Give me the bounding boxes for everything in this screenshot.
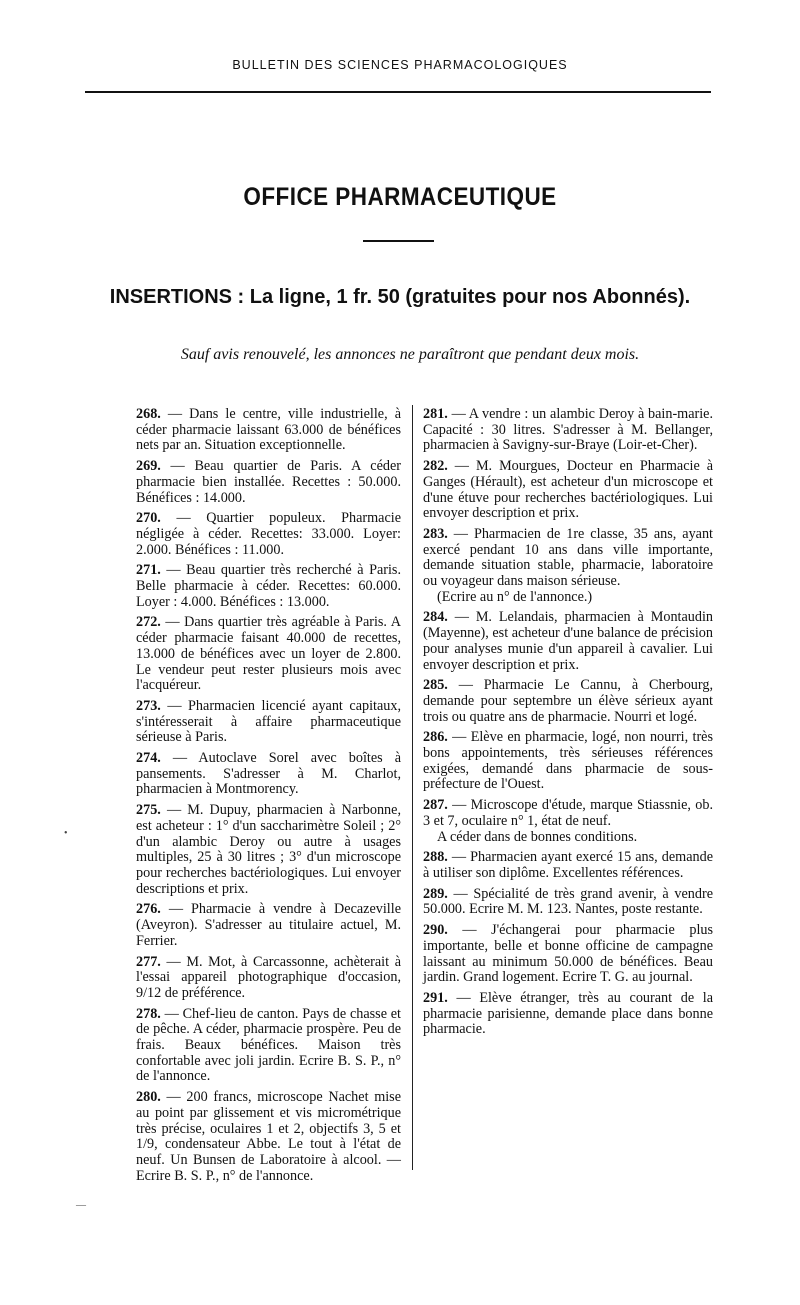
ad-entry: [423, 459, 713, 522]
ad-entry: [136, 751, 401, 798]
ad-number: 269.: [136, 458, 161, 475]
ad-number: 275.: [136, 802, 161, 819]
right-column: [423, 407, 713, 1043]
ad-entry: [136, 563, 401, 610]
ad-text: — M. Mourgues, Docteur en Pharmacie à Ganges (Hérault), est acheteur d'un microscope et d'une étuve pour recherches bactériologiques. Lui envoyer description et prix.: [423, 458, 713, 522]
ad-entry: [423, 407, 713, 454]
ad-number: 284.: [423, 609, 448, 626]
ad-text: — Elève en pharmacie, logé, non nourri, très bons appointements, très sérieuses références exigées, demandé dans pharmacie de sous-préfecture de l'Ouest.: [423, 729, 713, 793]
ad-text: — Dans quartier très agréable à Paris. A céder pharmacie faisant 40.000 de recettes, 13.000 de bénéfices avec un loyer de 2.800. Le vendeur peut rester plusieurs mois avec l'acquéreur.: [136, 614, 401, 694]
ad-text: — Chef-lieu de canton. Pays de chasse et de pêche. A céder, pharmacie prospère. Peu de frais. Beaux bénéfices. Maison très confortable avec joli jardin. Ecrire B. S. P., n° de l'annonce.: [136, 1005, 402, 1085]
title-rule: [363, 240, 434, 242]
ad-text: — 200 francs, microscope Nachet mise au point par glissement et vis micrométrique très précise, oculaires 1 et 2, objectifs 3, 5 et 1/9, condensateur Abbe. Le tout à l'état de neuf. Un Bunsen de Laboratoire à alcool. — Ecrire B. S. P., n° de l'annonce.: [136, 1089, 401, 1184]
ad-extra-line: A céder dans de bonnes conditions.: [437, 828, 638, 845]
ad-text: — Pharmacien de 1re classe, 35 ans, ayant exercé pendant 10 ans dans ville importante, demande situation stable, pharmacie, laboratoire ou voyageur dans maison sérieuse.: [423, 525, 713, 590]
margin-mark: —: [76, 1200, 86, 1211]
ad-entry: [423, 730, 713, 793]
ad-text: — M. Mot, à Carcassonne, achèterait à l'essai appareil photographique d'occasion, 9/12 de préférence.: [136, 953, 401, 1001]
ad-extra-line: (Ecrire au n° de l'annonce.): [437, 588, 593, 605]
left-column: [136, 407, 401, 1189]
ad-number: 286.: [423, 729, 448, 746]
ad-entry: [136, 511, 401, 558]
header-rule: [85, 91, 711, 93]
ad-number: 291.: [423, 989, 448, 1006]
ad-entry: [136, 615, 401, 694]
ad-entry: [423, 850, 713, 881]
ad-number: 271.: [136, 562, 161, 579]
ad-number: 280.: [136, 1089, 161, 1106]
ad-number: 272.: [136, 614, 161, 631]
ad-entry: [423, 887, 713, 918]
insertions-rate: INSERTIONS : La ligne, 1 fr. 50 (gratuites pour nos Abonnés).: [109, 286, 691, 308]
ad-entry: [423, 527, 713, 606]
ad-number: 277.: [136, 953, 161, 970]
ad-number: 274.: [136, 750, 161, 767]
ad-text: — Beau quartier très recherché à Paris. Belle pharmacie à céder. Recettes: 60.000. Loyer : 4.000. Bénéfices : 13.000.: [136, 562, 402, 610]
ad-text: — Elève étranger, très au courant de la pharmacie parisienne, demande place dans bonne pharmacie.: [423, 989, 714, 1038]
notice-text: Sauf avis renouvelé, les annonces ne paraîtront que pendant deux mois.: [180, 346, 640, 363]
ad-text: — Pharmacien licencié ayant capitaux, s'intéresserait à affaire pharmaceutique sérieuse à Paris.: [136, 697, 401, 746]
ad-text: — M. Dupuy, pharmacien à Narbonne, est acheteur : 1° d'un saccharimètre Soleil ; 2° d'un alambic Deroy ou autre à usages multiples, 25 à 30 litres ; 3° d'un microscope pour recherches bactériologiques. Lui envoyer descriptions et prix.: [136, 802, 401, 897]
ad-text: — Microscope d'étude, marque Stiassnie, ob. 3 et 7, oculaire n° 1, état de neuf.: [423, 797, 714, 829]
ad-number: 273.: [136, 697, 161, 714]
ad-entry: [423, 798, 713, 845]
ad-text: — Pharmacien ayant exercé 15 ans, demande à utiliser son diplôme. Excellentes références.: [423, 849, 713, 881]
running-head: BULLETIN DES SCIENCES PHARMACOLOGIQUES: [232, 58, 568, 72]
ad-text: — Quartier populeux. Pharmacie négligée à céder. Recettes: 33.000. Loyer: 2.000. Bénéfices : 11.000.: [136, 510, 401, 558]
ad-number: 268.: [136, 406, 161, 422]
ad-text: — Pharmacie Le Cannu, à Cherbourg, demande pour septembre un élève sérieux ayant trois ou quatre ans de pharmacie. Nourri et logé.: [423, 677, 713, 725]
margin-mark: •: [64, 828, 68, 839]
ad-entry: [136, 1007, 401, 1086]
ad-text: — Pharmacie à vendre à Decazeville (Aveyron). S'adresser au titulaire actuel, M. Ferrier.: [136, 901, 401, 949]
ad-entry: [136, 803, 401, 897]
ad-number: 285.: [423, 677, 448, 694]
ad-number: 281.: [423, 406, 448, 422]
ad-entry: [423, 991, 713, 1038]
ad-text: — Beau quartier de Paris. A céder pharmacie bien installée. Recettes : 50.000. Bénéfices : 14.000.: [136, 458, 401, 506]
ad-number: 276.: [136, 901, 161, 918]
ad-entry: [423, 923, 713, 986]
ad-number: 290.: [423, 922, 448, 939]
ad-entry: [423, 610, 713, 673]
ad-entry: [136, 902, 401, 949]
ad-text: — Spécialité de très grand avenir, à vendre 50.000. Ecrire M. M. 123. Nantes, poste restante.: [423, 885, 713, 918]
ad-text: — Autoclave Sorel avec boîtes à pansements. S'adresser à M. Charlot, pharmacien à Montmorency.: [136, 750, 402, 798]
ad-text: — Dans le centre, ville industrielle, à céder pharmacie laissant 63.000 de bénéfices nets par an. Situation exceptionnelle.: [136, 406, 401, 454]
ad-number: 289.: [423, 885, 448, 902]
column-divider: [412, 405, 413, 1170]
ad-entry: [136, 459, 401, 506]
ad-number: 288.: [423, 849, 448, 866]
ad-text: — J'échangerai pour pharmacie plus importante, belle et bonne officine de campagne laissant au minimum 50.000 de bénéfices. Beau jardin. Grand logement. Ecrire T. G. au journal.: [423, 922, 713, 986]
ad-entry: [136, 1090, 401, 1184]
ad-text: — A vendre : un alambic Deroy à bain-marie. Capacité : 30 litres. S'adresser à M. Bellanger, pharmacien à Savigny-sur-Braye (Loir-et-Cher).: [423, 406, 714, 454]
ad-text: — M. Lelandais, pharmacien à Montaudin (Mayenne), est acheteur d'une balance de précision pour analyses munie d'un appareil à cavalier. Lui envoyer description et prix.: [423, 609, 714, 673]
page-title: OFFICE PHARMACEUTIQUE: [243, 183, 557, 211]
ad-entry: [136, 407, 401, 454]
ad-number: 270.: [136, 510, 161, 527]
ad-entry: [423, 678, 713, 725]
ad-entry: [136, 699, 401, 746]
ad-number: 278.: [136, 1005, 161, 1022]
ad-number: 283.: [423, 525, 448, 542]
ad-number: 282.: [423, 458, 448, 475]
ad-entry: [136, 955, 401, 1002]
ad-number: 287.: [423, 797, 448, 814]
